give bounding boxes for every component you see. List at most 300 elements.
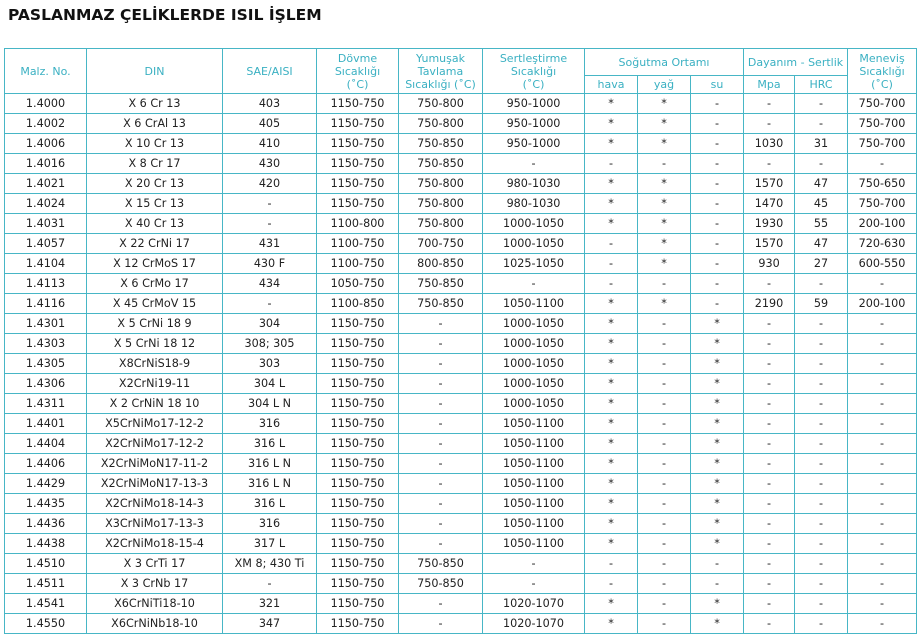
cell-dovme: 1150-750 [317,134,399,154]
cell-hava: * [585,514,638,534]
cell-sertlestirme: - [483,574,585,594]
header-din: DIN [87,49,223,94]
cell-yag: - [638,614,691,634]
cell-sertlestirme: 1020-1070 [483,614,585,634]
cell-su: - [691,94,744,114]
cell-sae-aisi: 308; 305 [223,334,317,354]
cell-din: X 10 Cr 13 [87,134,223,154]
cell-mpa: - [744,614,795,634]
page-title: PASLANMAZ ÇELİKLERDE ISIL İŞLEM [8,6,322,24]
cell-menevis: - [848,474,917,494]
cell-sertlestirme: 1050-1100 [483,494,585,514]
cell-hrc: - [795,454,848,474]
table-body [5,94,917,634]
cell-yumusak-tavlama: 750-850 [399,274,483,294]
cell-hava: - [585,254,638,274]
cell-hrc: - [795,314,848,334]
cell-mpa: - [744,434,795,454]
cell-sae-aisi: 316 [223,414,317,434]
table-row [5,154,917,174]
cell-mpa: - [744,274,795,294]
cell-sae-aisi: 316 [223,514,317,534]
header-menevis-line: Meneviş [859,51,905,65]
table-row [5,594,917,614]
cell-hava: * [585,114,638,134]
cell-hava: * [585,214,638,234]
cell-su: * [691,514,744,534]
cell-din: X6CrNiNb18-10 [87,614,223,634]
cell-dovme: 1100-750 [317,254,399,274]
cell-din: X 22 CrNi 17 [87,234,223,254]
cell-yumusak-tavlama: 750-800 [399,174,483,194]
cell-mpa: 1470 [744,194,795,214]
cell-malz-no: 1.4305 [5,354,87,374]
cell-malz-no: 1.4024 [5,194,87,214]
table-row [5,254,917,274]
cell-hrc: 59 [795,294,848,314]
header-sogutma-ortami: Soğutma Ortamı [585,49,744,76]
cell-hrc: - [795,374,848,394]
cell-sae-aisi: - [223,294,317,314]
cell-din: X2CrNiMo18-14-3 [87,494,223,514]
cell-yumusak-tavlama: - [399,594,483,614]
cell-mpa: - [744,534,795,554]
cell-sae-aisi: 434 [223,274,317,294]
header-sae-aisi: SAE/AISI [223,49,317,94]
cell-hava: * [585,474,638,494]
cell-malz-no: 1.4401 [5,414,87,434]
cell-malz-no: 1.4006 [5,134,87,154]
cell-sertlestirme: 980-1030 [483,174,585,194]
cell-dovme: 1100-750 [317,234,399,254]
cell-sertlestirme: 1025-1050 [483,254,585,274]
table-row [5,214,917,234]
table-row [5,454,917,474]
cell-hrc: - [795,394,848,414]
cell-malz-no: 1.4511 [5,574,87,594]
header-malz-no: Malz. No. [5,49,87,94]
cell-su: * [691,334,744,354]
cell-sertlestirme: 1000-1050 [483,334,585,354]
cell-hava: - [585,154,638,174]
cell-sertlestirme: 1050-1100 [483,434,585,454]
cell-yumusak-tavlama: 750-850 [399,554,483,574]
cell-su: * [691,614,744,634]
cell-dovme: 1150-750 [317,474,399,494]
cell-din: X8CrNiS18-9 [87,354,223,374]
cell-dovme: 1150-750 [317,614,399,634]
cell-malz-no: 1.4303 [5,334,87,354]
cell-sertlestirme: 1020-1070 [483,594,585,614]
cell-mpa: - [744,354,795,374]
cell-sae-aisi: 304 L [223,374,317,394]
cell-sae-aisi: 304 L N [223,394,317,414]
cell-mpa: 2190 [744,294,795,314]
cell-yumusak-tavlama: 750-850 [399,574,483,594]
header-sertlestirme-line: (˚C) [522,77,545,91]
cell-hava: * [585,394,638,414]
cell-hava: * [585,314,638,334]
table-row [5,474,917,494]
cell-su: - [691,134,744,154]
header-hrc: HRC [795,76,848,94]
cell-din: X 6 CrMo 17 [87,274,223,294]
cell-hava: - [585,274,638,294]
cell-menevis: 200-100 [848,294,917,314]
cell-yumusak-tavlama: - [399,614,483,634]
cell-hrc: 45 [795,194,848,214]
header-dovme [317,49,399,94]
cell-menevis: - [848,434,917,454]
cell-hrc: - [795,494,848,514]
cell-menevis: 600-550 [848,254,917,274]
header-yumusak-line: Yumuşak [416,51,465,65]
header-dovme-line: (˚C) [346,77,369,91]
table-row [5,334,917,354]
cell-mpa: 1570 [744,234,795,254]
cell-dovme: 1150-750 [317,414,399,434]
cell-su: - [691,174,744,194]
cell-menevis: - [848,514,917,534]
cell-malz-no: 1.4311 [5,394,87,414]
cell-menevis: 750-700 [848,194,917,214]
cell-yag: - [638,374,691,394]
cell-dovme: 1100-800 [317,214,399,234]
cell-menevis: - [848,574,917,594]
cell-din: X 3 CrTi 17 [87,554,223,574]
cell-dovme: 1150-750 [317,334,399,354]
cell-malz-no: 1.4550 [5,614,87,634]
cell-din: X 5 CrNi 18 12 [87,334,223,354]
cell-hrc: 47 [795,234,848,254]
cell-hrc: 55 [795,214,848,234]
cell-mpa: - [744,314,795,334]
cell-sertlestirme: 1050-1100 [483,454,585,474]
header-sertlestirme [483,49,585,94]
cell-din: X 6 CrAl 13 [87,114,223,134]
cell-su: - [691,154,744,174]
cell-su: * [691,494,744,514]
cell-hrc: - [795,514,848,534]
cell-yag: - [638,354,691,374]
cell-yumusak-tavlama: 700-750 [399,234,483,254]
table-row [5,314,917,334]
cell-sertlestirme: 1000-1050 [483,374,585,394]
cell-sae-aisi: 303 [223,354,317,374]
cell-mpa: - [744,574,795,594]
cell-malz-no: 1.4404 [5,434,87,454]
cell-din: X 45 CrMoV 15 [87,294,223,314]
cell-yag: - [638,594,691,614]
cell-malz-no: 1.4031 [5,214,87,234]
cell-menevis: 750-650 [848,174,917,194]
cell-hava: * [585,454,638,474]
cell-hava: * [585,374,638,394]
cell-din: X2CrNiMo17-12-2 [87,434,223,454]
cell-mpa: - [744,394,795,414]
cell-su: * [691,374,744,394]
cell-yumusak-tavlama: 750-850 [399,134,483,154]
cell-sertlestirme: 1000-1050 [483,354,585,374]
cell-dovme: 1150-750 [317,114,399,134]
table-header [5,49,917,94]
cell-menevis: - [848,494,917,514]
header-hava: hava [585,76,638,94]
cell-sae-aisi: 431 [223,234,317,254]
cell-dovme: 1150-750 [317,554,399,574]
cell-sertlestirme: 1050-1100 [483,294,585,314]
cell-yumusak-tavlama: - [399,494,483,514]
cell-su: * [691,394,744,414]
cell-menevis: 750-700 [848,134,917,154]
cell-menevis: - [848,314,917,334]
cell-dovme: 1150-750 [317,394,399,414]
cell-malz-no: 1.4406 [5,454,87,474]
cell-sae-aisi: 430 F [223,254,317,274]
cell-hava: * [585,414,638,434]
cell-sae-aisi: 304 [223,314,317,334]
cell-menevis: 750-700 [848,114,917,134]
header-yag: yağ [638,76,691,94]
cell-sertlestirme: 980-1030 [483,194,585,214]
cell-mpa: - [744,154,795,174]
cell-dovme: 1150-750 [317,534,399,554]
cell-malz-no: 1.4021 [5,174,87,194]
cell-hrc: - [795,534,848,554]
header-yumusak-tavlama [399,49,483,94]
cell-sae-aisi: 316 L N [223,454,317,474]
cell-mpa: - [744,414,795,434]
cell-yag: * [638,114,691,134]
cell-su: - [691,254,744,274]
cell-malz-no: 1.4438 [5,534,87,554]
cell-sae-aisi: - [223,574,317,594]
cell-dovme: 1150-750 [317,374,399,394]
cell-hava: - [585,574,638,594]
cell-yag: - [638,414,691,434]
cell-sertlestirme: 1050-1100 [483,534,585,554]
cell-yumusak-tavlama: - [399,394,483,414]
cell-yag: - [638,554,691,574]
cell-yag: * [638,294,691,314]
table-row [5,574,917,594]
header-yumusak-line: Sıcaklığı (˚C) [405,77,476,91]
table-row [5,274,917,294]
cell-yag: * [638,254,691,274]
cell-malz-no: 1.4104 [5,254,87,274]
table-row [5,414,917,434]
cell-dovme: 1150-750 [317,434,399,454]
cell-malz-no: 1.4306 [5,374,87,394]
cell-din: X2CrNiMoN17-11-2 [87,454,223,474]
cell-yag: - [638,334,691,354]
cell-yag: - [638,514,691,534]
cell-mpa: - [744,374,795,394]
cell-yag: - [638,494,691,514]
table-row [5,434,917,454]
cell-su: * [691,454,744,474]
cell-din: X 3 CrNb 17 [87,574,223,594]
table-row [5,614,917,634]
cell-su: * [691,314,744,334]
cell-malz-no: 1.4000 [5,94,87,114]
cell-hava: * [585,534,638,554]
cell-hrc: - [795,414,848,434]
cell-din: X5CrNiMo17-12-2 [87,414,223,434]
cell-yumusak-tavlama: - [399,434,483,454]
table-row [5,234,917,254]
cell-malz-no: 1.4016 [5,154,87,174]
cell-sertlestirme: 950-1000 [483,134,585,154]
cell-su: - [691,554,744,574]
cell-sae-aisi: - [223,194,317,214]
cell-mpa: - [744,334,795,354]
cell-malz-no: 1.4301 [5,314,87,334]
cell-yumusak-tavlama: 800-850 [399,254,483,274]
cell-yumusak-tavlama: - [399,514,483,534]
cell-hrc: - [795,334,848,354]
cell-malz-no: 1.4116 [5,294,87,314]
cell-malz-no: 1.4510 [5,554,87,574]
cell-mpa: 1930 [744,214,795,234]
cell-menevis: 750-700 [848,94,917,114]
cell-menevis: - [848,454,917,474]
cell-sertlestirme: 1050-1100 [483,514,585,534]
header-menevis-line: Sıcaklığı [859,64,905,78]
cell-menevis: - [848,534,917,554]
cell-su: * [691,474,744,494]
table-row [5,394,917,414]
cell-hrc: - [795,154,848,174]
cell-su: - [691,214,744,234]
cell-sae-aisi: 405 [223,114,317,134]
header-mpa: Mpa [744,76,795,94]
cell-su: * [691,594,744,614]
cell-menevis: - [848,614,917,634]
cell-hava: - [585,554,638,574]
cell-su: * [691,534,744,554]
table-row [5,354,917,374]
cell-menevis: - [848,394,917,414]
cell-sae-aisi: 316 L [223,434,317,454]
cell-din: X 15 Cr 13 [87,194,223,214]
cell-sae-aisi: 316 L [223,494,317,514]
cell-hrc: - [795,554,848,574]
header-dovme-line: Sıcaklığı [334,64,381,78]
cell-yumusak-tavlama: 750-800 [399,194,483,214]
table-row [5,514,917,534]
cell-malz-no: 1.4436 [5,514,87,534]
cell-yag: * [638,194,691,214]
cell-su: - [691,194,744,214]
cell-hrc: - [795,274,848,294]
cell-mpa: 930 [744,254,795,274]
cell-hava: * [585,594,638,614]
cell-yag: * [638,134,691,154]
header-row-main [5,49,917,76]
cell-yag: - [638,394,691,414]
cell-yumusak-tavlama: - [399,474,483,494]
cell-mpa: - [744,594,795,614]
header-sertlestirme-line: Sertleştirme [499,51,568,65]
header-dovme-line: Dövme [337,51,378,65]
cell-yumusak-tavlama: 750-800 [399,94,483,114]
cell-hrc: 31 [795,134,848,154]
cell-hrc: 47 [795,174,848,194]
cell-hava: * [585,294,638,314]
cell-yag: - [638,454,691,474]
cell-sertlestirme: 1000-1050 [483,234,585,254]
cell-yag: - [638,534,691,554]
cell-sertlestirme: 1000-1050 [483,394,585,414]
cell-malz-no: 1.4429 [5,474,87,494]
cell-mpa: 1030 [744,134,795,154]
cell-hrc: - [795,114,848,134]
cell-malz-no: 1.4113 [5,274,87,294]
cell-sertlestirme: 950-1000 [483,114,585,134]
cell-mpa: - [744,514,795,534]
cell-sae-aisi: 420 [223,174,317,194]
cell-menevis: - [848,594,917,614]
cell-malz-no: 1.4435 [5,494,87,514]
cell-yag: - [638,434,691,454]
cell-din: X 8 Cr 17 [87,154,223,174]
cell-din: X2CrNiMoN17-13-3 [87,474,223,494]
cell-sae-aisi: 430 [223,154,317,174]
cell-mpa: 1570 [744,174,795,194]
cell-hava: * [585,174,638,194]
cell-hrc: - [795,594,848,614]
cell-su: - [691,234,744,254]
cell-hava: * [585,94,638,114]
header-sertlestirme-line: Sıcaklığı [510,64,557,78]
cell-din: X 40 Cr 13 [87,214,223,234]
cell-yumusak-tavlama: - [399,334,483,354]
cell-hava: * [585,434,638,454]
cell-yumusak-tavlama: 750-800 [399,214,483,234]
header-su: su [691,76,744,94]
heat-treatment-table [4,48,917,634]
cell-din: X 5 CrNi 18 9 [87,314,223,334]
cell-menevis: - [848,334,917,354]
table-row [5,534,917,554]
cell-mpa: - [744,494,795,514]
cell-mpa: - [744,454,795,474]
table-row [5,374,917,394]
cell-hava: * [585,494,638,514]
cell-hava: - [585,234,638,254]
cell-malz-no: 1.4002 [5,114,87,134]
cell-sertlestirme: 1050-1100 [483,414,585,434]
header-yumusak-line: Tavlama [417,64,464,78]
cell-hrc: - [795,574,848,594]
cell-hrc: - [795,94,848,114]
cell-su: - [691,274,744,294]
table-row [5,94,917,114]
cell-hrc: - [795,434,848,454]
cell-din: X2CrNiMo18-15-4 [87,534,223,554]
cell-su: * [691,354,744,374]
cell-hava: * [585,194,638,214]
cell-su: - [691,114,744,134]
cell-dovme: 1100-850 [317,294,399,314]
cell-dovme: 1150-750 [317,594,399,614]
cell-sae-aisi: 347 [223,614,317,634]
cell-din: X6CrNiTi18-10 [87,594,223,614]
cell-menevis: - [848,414,917,434]
cell-menevis: - [848,554,917,574]
cell-yumusak-tavlama: - [399,414,483,434]
